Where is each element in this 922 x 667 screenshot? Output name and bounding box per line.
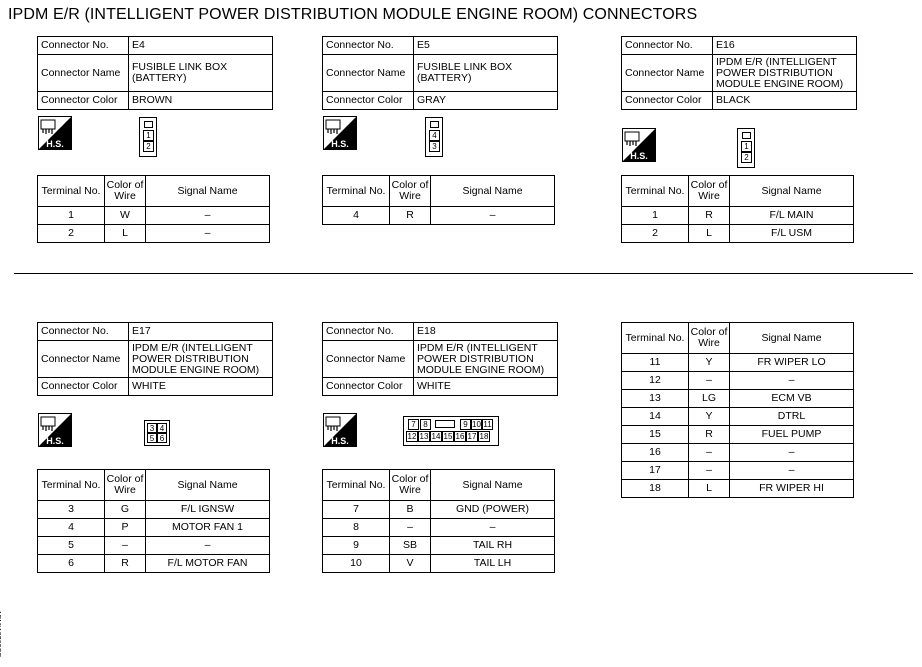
pin-label: 5 xyxy=(147,433,157,443)
label-connector-no: Connector No. xyxy=(622,37,713,55)
wire-cell: R xyxy=(105,555,146,573)
signal-cell: F/L MOTOR FAN xyxy=(146,555,270,573)
header-terminal-no: Terminal No. xyxy=(38,470,105,501)
pin-label: 15 xyxy=(443,432,453,441)
header-signal-name: Signal Name xyxy=(730,176,854,207)
harness-side-icon xyxy=(323,116,357,150)
signal-cell: GND (POWER) xyxy=(431,501,555,519)
connector-face-icon xyxy=(737,128,755,168)
connector-face-icon xyxy=(403,416,499,446)
wire-cell: L xyxy=(689,225,730,243)
pin-label: 11 xyxy=(483,420,492,429)
table-row xyxy=(38,225,270,243)
terminal-cell: 10 xyxy=(323,555,390,573)
harness-side-icon xyxy=(38,413,72,447)
harness-side-icon xyxy=(622,128,656,162)
signal-cell: – xyxy=(730,372,854,390)
wire-cell: – xyxy=(689,444,730,462)
wire-cell: SB xyxy=(390,537,431,555)
wire-cell: LG xyxy=(689,390,730,408)
signal-cell: TAIL LH xyxy=(431,555,555,573)
pin-label: 13 xyxy=(419,432,429,441)
header-color-of-wire: Color of Wire xyxy=(689,176,730,207)
pin-label: 14 xyxy=(431,432,441,441)
pin-label: 10 xyxy=(472,420,481,429)
table-row xyxy=(38,207,270,225)
connector-color-value: WHITE xyxy=(414,378,558,396)
terminal-cell: 15 xyxy=(622,426,689,444)
connector-no-value: E17 xyxy=(129,323,273,341)
header-terminal-no: Terminal No. xyxy=(323,470,390,501)
terminal-cell: 7 xyxy=(323,501,390,519)
wire-cell: R xyxy=(689,207,730,225)
connector-face-icon xyxy=(425,117,443,157)
label-connector-name: Connector Name xyxy=(622,55,713,92)
label-connector-no: Connector No. xyxy=(38,37,129,55)
terminal-cell: 18 xyxy=(622,480,689,498)
table-row xyxy=(323,207,555,225)
connector-e5-info xyxy=(322,36,558,110)
table-row xyxy=(323,519,555,537)
connector-name-value: FUSIBLE LINK BOX (BATTERY) xyxy=(129,55,273,92)
pin-label: 6 xyxy=(157,433,167,443)
terminal-cell: 13 xyxy=(622,390,689,408)
pin-label: 12 xyxy=(407,432,417,441)
terminal-cell: 2 xyxy=(38,225,105,243)
signal-cell: MOTOR FAN 1 xyxy=(146,519,270,537)
label-connector-no: Connector No. xyxy=(38,323,129,341)
header-terminal-no: Terminal No. xyxy=(622,176,689,207)
signal-cell: FUEL PUMP xyxy=(730,426,854,444)
label-connector-name: Connector Name xyxy=(38,55,129,92)
wire-cell: G xyxy=(105,501,146,519)
terminal-cell: 16 xyxy=(622,444,689,462)
table-row xyxy=(38,555,270,573)
header-signal-name: Signal Name xyxy=(431,470,555,501)
connector-e4-info xyxy=(37,36,273,110)
label-connector-name: Connector Name xyxy=(38,341,129,378)
signal-cell: – xyxy=(730,462,854,480)
signal-cell: F/L IGNSW xyxy=(146,501,270,519)
signal-cell: FR WIPER LO xyxy=(730,354,854,372)
table-row xyxy=(323,555,555,573)
terminal-cell: 1 xyxy=(38,207,105,225)
pin-label: 9 xyxy=(460,419,471,430)
terminal-cell: 9 xyxy=(323,537,390,555)
connector-name-value: IPDM E/R (INTELLIGENT POWER DISTRIBUTION MODULE ENGINE ROOM) xyxy=(713,55,857,92)
terminal-cell: 6 xyxy=(38,555,105,573)
connector-e18-terminals-2 xyxy=(621,322,854,498)
wire-cell: L xyxy=(105,225,146,243)
table-row xyxy=(323,501,555,519)
signal-cell: – xyxy=(431,519,555,537)
table-row xyxy=(622,480,854,498)
connector-latch xyxy=(435,420,455,428)
harness-side-icon xyxy=(38,116,72,150)
terminal-cell: 4 xyxy=(38,519,105,537)
wire-cell: R xyxy=(390,207,431,225)
connector-e16-terminals xyxy=(621,175,854,243)
header-signal-name: Signal Name xyxy=(431,176,555,207)
page-title: IPDM E/R (INTELLIGENT POWER DISTRIBUTION MODULE ENGINE ROOM) CONNECTORS xyxy=(8,6,698,23)
terminal-cell: 14 xyxy=(622,408,689,426)
connector-color-value: GRAY xyxy=(414,92,558,110)
connector-face-icon xyxy=(139,117,157,157)
table-row xyxy=(622,390,854,408)
connector-no-value: E5 xyxy=(414,37,558,55)
harness-side-icon xyxy=(323,413,357,447)
pin-label: 3 xyxy=(147,423,157,433)
hs-label: H.S. xyxy=(46,436,64,446)
connector-color-value: BROWN xyxy=(129,92,273,110)
signal-cell: – xyxy=(730,444,854,462)
terminal-cell: 5 xyxy=(38,537,105,555)
connector-latch xyxy=(144,121,153,128)
figure-id xyxy=(0,610,1,657)
table-row xyxy=(622,408,854,426)
wire-cell: B xyxy=(390,501,431,519)
connector-face-icon xyxy=(144,420,170,446)
pin-label: 2 xyxy=(143,141,154,152)
signal-cell: – xyxy=(146,207,270,225)
table-row xyxy=(622,354,854,372)
wire-cell: – xyxy=(390,519,431,537)
connector-name-value: FUSIBLE LINK BOX (BATTERY) xyxy=(414,55,558,92)
connector-no-value: E18 xyxy=(414,323,558,341)
connector-e17-info xyxy=(37,322,273,396)
header-color-of-wire: Color of Wire xyxy=(390,176,431,207)
label-connector-name: Connector Name xyxy=(323,55,414,92)
terminal-cell: 12 xyxy=(622,372,689,390)
wire-cell: Y xyxy=(689,354,730,372)
terminal-cell: 4 xyxy=(323,207,390,225)
signal-cell: ECM VB xyxy=(730,390,854,408)
wire-cell: V xyxy=(390,555,431,573)
table-row xyxy=(323,537,555,555)
label-connector-name: Connector Name xyxy=(323,341,414,378)
header-color-of-wire: Color of Wire xyxy=(105,176,146,207)
pin-label: 3 xyxy=(429,141,440,152)
section-divider xyxy=(14,273,913,274)
table-row xyxy=(622,462,854,480)
header-terminal-no: Terminal No. xyxy=(622,323,689,354)
pin-label: 7 xyxy=(408,419,419,430)
wire-cell: – xyxy=(689,372,730,390)
signal-cell: DTRL xyxy=(730,408,854,426)
table-row xyxy=(38,537,270,555)
pin-label: 2 xyxy=(741,152,752,163)
terminal-cell: 2 xyxy=(622,225,689,243)
header-signal-name: Signal Name xyxy=(730,323,854,354)
table-row xyxy=(622,225,854,243)
signal-cell: – xyxy=(431,207,555,225)
hs-label: H.S. xyxy=(630,151,648,161)
table-row xyxy=(622,207,854,225)
signal-cell: FR WIPER HI xyxy=(730,480,854,498)
connector-e16-info xyxy=(621,36,857,110)
signal-cell: – xyxy=(146,537,270,555)
terminal-cell: 3 xyxy=(38,501,105,519)
table-row xyxy=(622,444,854,462)
pin-label: 4 xyxy=(429,130,440,141)
connector-no-value: E16 xyxy=(713,37,857,55)
pin-label: 1 xyxy=(741,141,752,152)
terminal-cell: 11 xyxy=(622,354,689,372)
wire-cell: Y xyxy=(689,408,730,426)
pin-label: 18 xyxy=(479,432,489,441)
signal-cell: F/L USM xyxy=(730,225,854,243)
connector-e18-info xyxy=(322,322,558,396)
connector-latch xyxy=(430,121,439,128)
pin-label: 1 xyxy=(143,130,154,141)
header-terminal-no: Terminal No. xyxy=(38,176,105,207)
wire-cell: – xyxy=(105,537,146,555)
pin-label: 4 xyxy=(157,423,167,433)
header-color-of-wire: Color of Wire xyxy=(105,470,146,501)
wire-cell: – xyxy=(689,462,730,480)
table-row xyxy=(622,372,854,390)
signal-cell: TAIL RH xyxy=(431,537,555,555)
label-connector-color: Connector Color xyxy=(323,378,414,396)
header-signal-name: Signal Name xyxy=(146,176,270,207)
connector-color-value: BLACK xyxy=(713,92,857,110)
wire-cell: R xyxy=(689,426,730,444)
terminal-cell: 1 xyxy=(622,207,689,225)
pin-label: 17 xyxy=(467,432,477,441)
hs-label: H.S. xyxy=(46,139,64,149)
pin-label: 8 xyxy=(420,419,431,430)
wire-cell: W xyxy=(105,207,146,225)
connector-latch xyxy=(742,132,751,139)
wire-cell: P xyxy=(105,519,146,537)
label-connector-color: Connector Color xyxy=(323,92,414,110)
connector-no-value: E4 xyxy=(129,37,273,55)
terminal-cell: 17 xyxy=(622,462,689,480)
connector-name-value: IPDM E/R (INTELLIGENT POWER DISTRIBUTION MODULE ENGINE ROOM) xyxy=(129,341,273,378)
table-row xyxy=(38,519,270,537)
hs-label: H.S. xyxy=(331,436,349,446)
label-connector-no: Connector No. xyxy=(323,37,414,55)
connector-e5-terminals xyxy=(322,175,555,225)
connector-e4-terminals xyxy=(37,175,270,243)
label-connector-color: Connector Color xyxy=(622,92,713,110)
table-row xyxy=(622,426,854,444)
connector-color-value: WHITE xyxy=(129,378,273,396)
connector-e18-terminals-1 xyxy=(322,469,555,573)
label-connector-no: Connector No. xyxy=(323,323,414,341)
header-terminal-no: Terminal No. xyxy=(323,176,390,207)
signal-cell: F/L MAIN xyxy=(730,207,854,225)
header-signal-name: Signal Name xyxy=(146,470,270,501)
header-color-of-wire: Color of Wire xyxy=(390,470,431,501)
terminal-cell: 8 xyxy=(323,519,390,537)
table-row xyxy=(38,501,270,519)
signal-cell: – xyxy=(146,225,270,243)
pin-label: 16 xyxy=(455,432,465,441)
connector-name-value: IPDM E/R (INTELLIGENT POWER DISTRIBUTION MODULE ENGINE ROOM) xyxy=(414,341,558,378)
wire-cell: L xyxy=(689,480,730,498)
label-connector-color: Connector Color xyxy=(38,92,129,110)
header-color-of-wire: Color of Wire xyxy=(689,323,730,354)
label-connector-color: Connector Color xyxy=(38,378,129,396)
connector-e17-terminals xyxy=(37,469,270,573)
hs-label: H.S. xyxy=(331,139,349,149)
